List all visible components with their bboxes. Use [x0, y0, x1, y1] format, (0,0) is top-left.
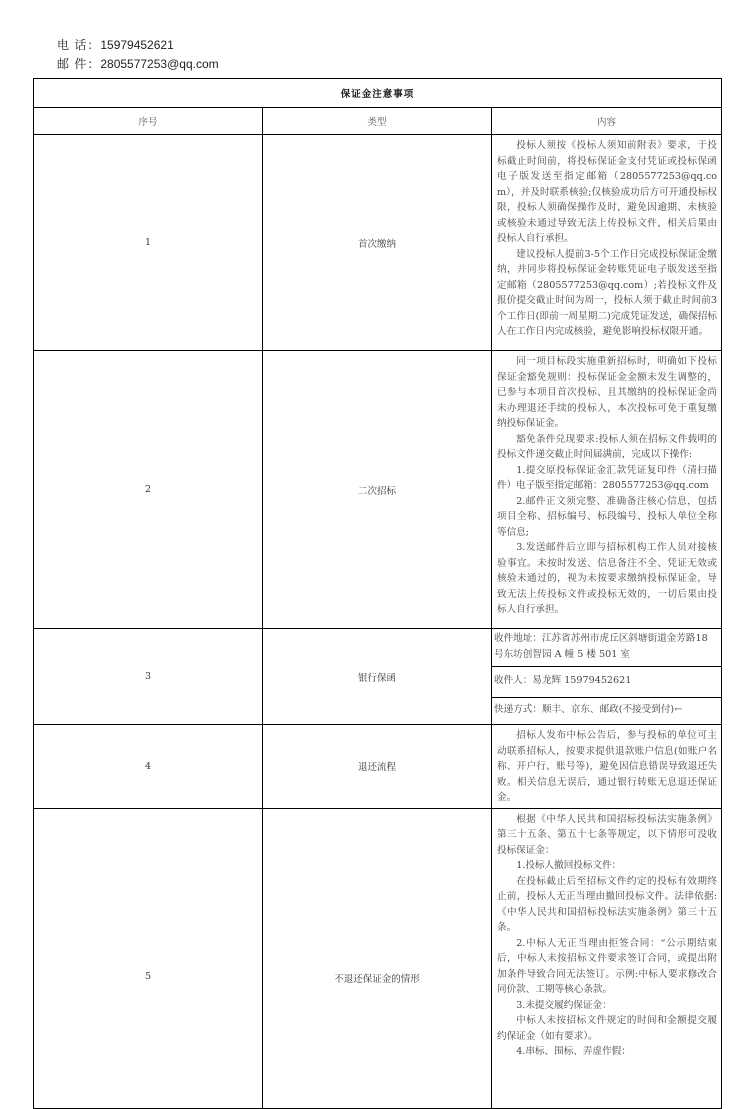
express-text: 快递方式：顺丰、京东、邮政(不接受到付)	[494, 704, 675, 716]
content-paragraph: 1.提交原投标保证金汇款凭证复印件（清扫描件）电子版至指定邮箱：2805577253@qq.com	[497, 464, 718, 491]
content-paragraph: 3.未提交履约保证金：	[516, 999, 612, 1011]
table-row	[34, 808, 722, 1108]
table-row	[34, 351, 722, 629]
row-number: 3	[34, 629, 263, 725]
table-title: 保证金注意事项	[34, 79, 722, 108]
row-type: 不退还保证金的情形	[263, 808, 492, 1108]
content-paragraph: 根据《中华人民共和国招标投标法实施条例》第三十五条、第五十七条等规定，以下情形可没收投标保证金：	[497, 813, 718, 856]
row-type: 首次缴纳	[263, 135, 492, 351]
table-title-row	[34, 79, 722, 108]
email-label: 邮 件：	[57, 57, 101, 71]
content-paragraph: 投标人须按《投标人须知前附表》要求，于投标截止时间前，将投标保证金支付凭证或投标保函电子版发送至指定邮箱（2805577253@qq.com），并及时联系核验;仅核验成功后方可开通投标权限，投标人须确保操作及时，避免因逾期、未核验或核验未通过导致无法上传投标文件，相关后果由投标人自行承担。	[497, 140, 718, 244]
mailing-address: 收件地址：江苏省苏州市虎丘区斜塘街道金芳路18 号东坊创智园 A 幢 5 楼 501 室	[492, 629, 722, 667]
phone-label: 电 话：	[57, 38, 101, 52]
email-value: 2805577253@qq.com	[100, 57, 219, 71]
express-method	[492, 698, 722, 725]
row-content	[492, 135, 722, 351]
deposit-notice-table	[33, 78, 722, 1109]
column-header-content: 内容	[492, 108, 722, 135]
recipient-info: 收件人：易龙辉 15979452621	[492, 667, 722, 698]
content-paragraph: 建议投标人提前3-5个工作日完成投标保证金缴纳，并同步将投标保证金转账凭证电子版发送至指定邮箱（2805577253@qq.com）;若投标文件及报价提交截止时间为周一，投标人须于截止时间前3个工作日(即前一周星期二)完成凭证发送，确保招标人在工作日内完成核验，避免影响投标权限开通。	[497, 248, 718, 337]
content-paragraph: 豁免条件兑现要求:投标人须在招标文件载明的投标文件递交截止时间届满前，完成以下操作:	[497, 433, 718, 460]
table-row	[34, 629, 722, 667]
content-paragraph: 同一项目标段实施重新招标时，明确如下投标保证金豁免规则：投标保证金金额未发生调整的，已参与本项目首次投标、且其缴纳的投标保证金尚未办理退还手续的投标人，本次投标可免于重复缴纳投标保证金。	[497, 356, 718, 429]
row-content	[492, 351, 722, 629]
row-content	[492, 808, 722, 1108]
table-row	[34, 135, 722, 351]
row-type: 二次招标	[263, 351, 492, 629]
content-paragraph: 3.发送邮件后立即与招标机构工作人员对接核验事宜。未按时发送、信息备注不全、凭证无效或核验未通过的，视为未按要求缴纳投标保证金，导致无法上传投标文件或投标无效的，一切后果由投标人自行承担。	[497, 542, 718, 615]
column-header-type: 类型	[263, 108, 492, 135]
return-arrow-icon: ←	[674, 704, 683, 716]
content-paragraph: 中标人未按招标文件规定的时间和金额提交履约保证金（如有要求）。	[497, 1015, 718, 1042]
content-paragraph: 2.邮件正文须完整、准确备注核心信息，包括项目全称、招标编号、标段编号、投标人单位全称等信息;	[497, 495, 718, 538]
row-content	[492, 725, 722, 809]
table-header-row	[34, 108, 722, 135]
content-paragraph: 4.串标、围标、弄虚作假：	[516, 1046, 631, 1057]
column-header-number: 序号	[34, 108, 263, 135]
content-paragraph: 招标人发布中标公告后，参与投标的单位可主动联系招标人，按要求提供退款账户信息(如账户名称、开户行、账号等)，避免因信息错误导致退还失败。相关信息无误后，通过银行转账无息退还保证金。	[497, 730, 718, 803]
content-paragraph: 1.投标人撤回投标文件：	[516, 860, 622, 871]
phone-value: 15979452621	[100, 38, 174, 52]
table-row	[34, 725, 722, 809]
row-type: 银行保函	[263, 629, 492, 725]
row-number: 2	[34, 351, 263, 629]
row-number: 1	[34, 135, 263, 351]
row-number: 5	[34, 808, 263, 1108]
content-paragraph: 2.中标人无正当理由拒签合同：“公示期结束后，中标人未按招标文件要求签订合同，或提出附加条件导致合同无法签订。示例:中标人要求修改合同价款、工期等核心条款。	[497, 937, 718, 995]
row-number: 4	[34, 725, 263, 809]
content-paragraph: 在投标截止后至招标文件约定的投标有效期终止前，投标人无正当理由撤回投标文件。法律依据:《中华人民共和国招标投标法实施条例》第三十五条。	[497, 875, 718, 933]
row-type: 退还流程	[263, 725, 492, 809]
